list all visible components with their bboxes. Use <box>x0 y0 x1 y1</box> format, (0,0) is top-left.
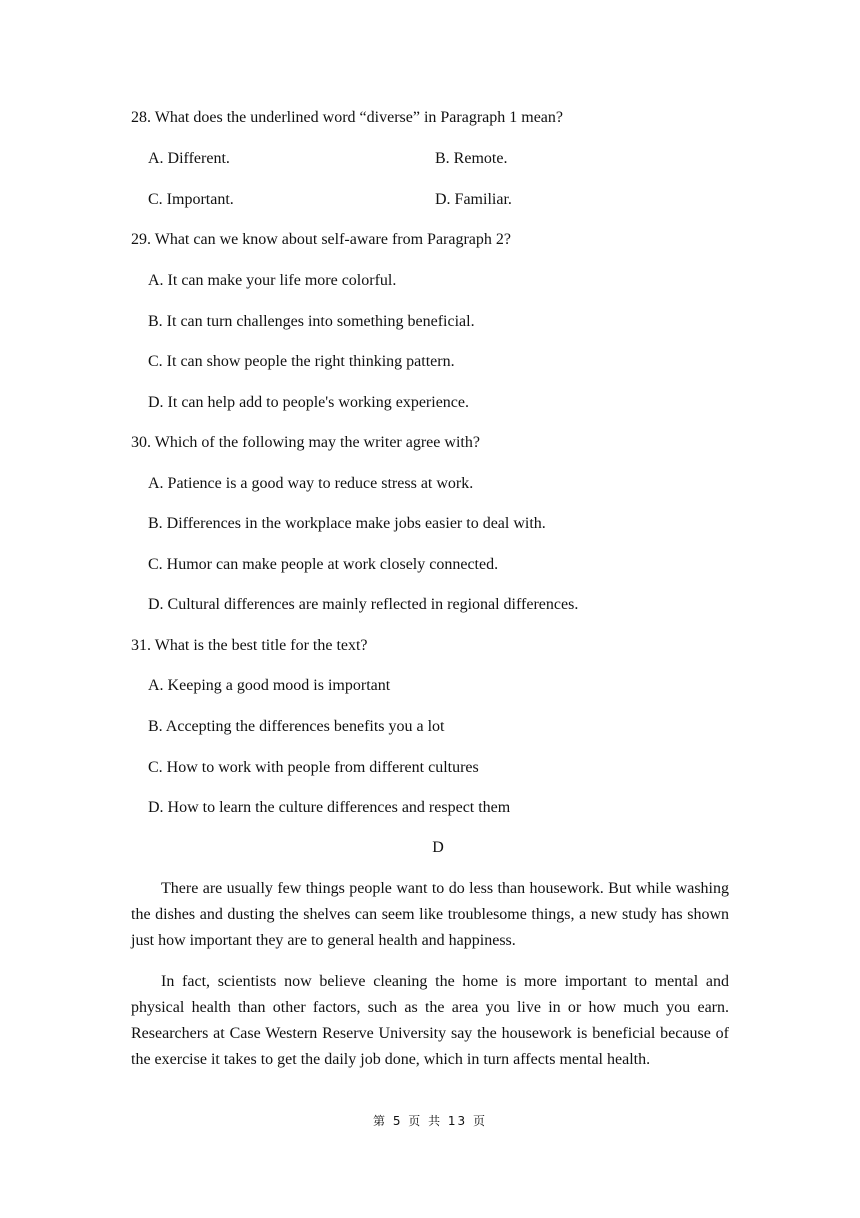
question-30-stem: 30. Which of the following may the writer agree with? <box>131 434 480 451</box>
question-28-stem: 28. What does the underlined word “diverse” in Paragraph 1 mean? <box>131 109 563 126</box>
question-30-option-a: A. Patience is a good way to reduce stress at work. <box>148 475 474 492</box>
question-29-stem: 29. What can we know about self-aware from Paragraph 2? <box>131 231 511 248</box>
question-29-option-a: A. It can make your life more colorful. <box>148 272 397 289</box>
page-number-footer: 第 5 页 共 13 页 <box>373 1114 487 1128</box>
question-29-option-c: C. It can show people the right thinking pattern. <box>148 353 455 370</box>
question-29-option-d: D. It can help add to people's working experience. <box>148 394 469 411</box>
section-heading: D <box>432 839 444 856</box>
question-28-option-a: A. Different. <box>148 150 230 167</box>
question-31-option-a: A. Keeping a good mood is important <box>148 677 391 694</box>
question-28-option-b: B. Remote. <box>435 150 508 167</box>
question-31-option-d: D. How to learn the culture differences and respect them <box>148 799 511 816</box>
passage-paragraph-1: There are usually few things people want to do less than housework. But while washing the dishes and dusting the shelves can seem like troublesome things, a new study has shown just how important they are to general health and happiness. <box>131 880 729 949</box>
question-30-option-b: B. Differences in the workplace make jobs easier to deal with. <box>148 515 546 532</box>
question-30-option-c: C. Humor can make people at work closely connected. <box>148 556 499 573</box>
question-31-option-b: B. Accepting the differences benefits you a lot <box>148 718 445 735</box>
question-31-option-c: C. How to work with people from different cultures <box>148 759 479 776</box>
question-30-option-d: D. Cultural differences are mainly reflected in regional differences. <box>148 596 579 613</box>
question-31-stem: 31. What is the best title for the text? <box>131 637 368 654</box>
passage-paragraph-2: In fact, scientists now believe cleaning the home is more important to mental and physical health than other factors, such as the area you live in or how much you earn. Researchers at Case Western Reserve University say the housework is beneficial because of the exercise it takes to get the daily job done, which in turn affects mental health. <box>131 973 729 1068</box>
question-28-option-d: D. Familiar. <box>435 191 512 208</box>
question-29-option-b: B. It can turn challenges into something beneficial. <box>148 313 475 330</box>
question-28-option-c: C. Important. <box>148 191 234 208</box>
